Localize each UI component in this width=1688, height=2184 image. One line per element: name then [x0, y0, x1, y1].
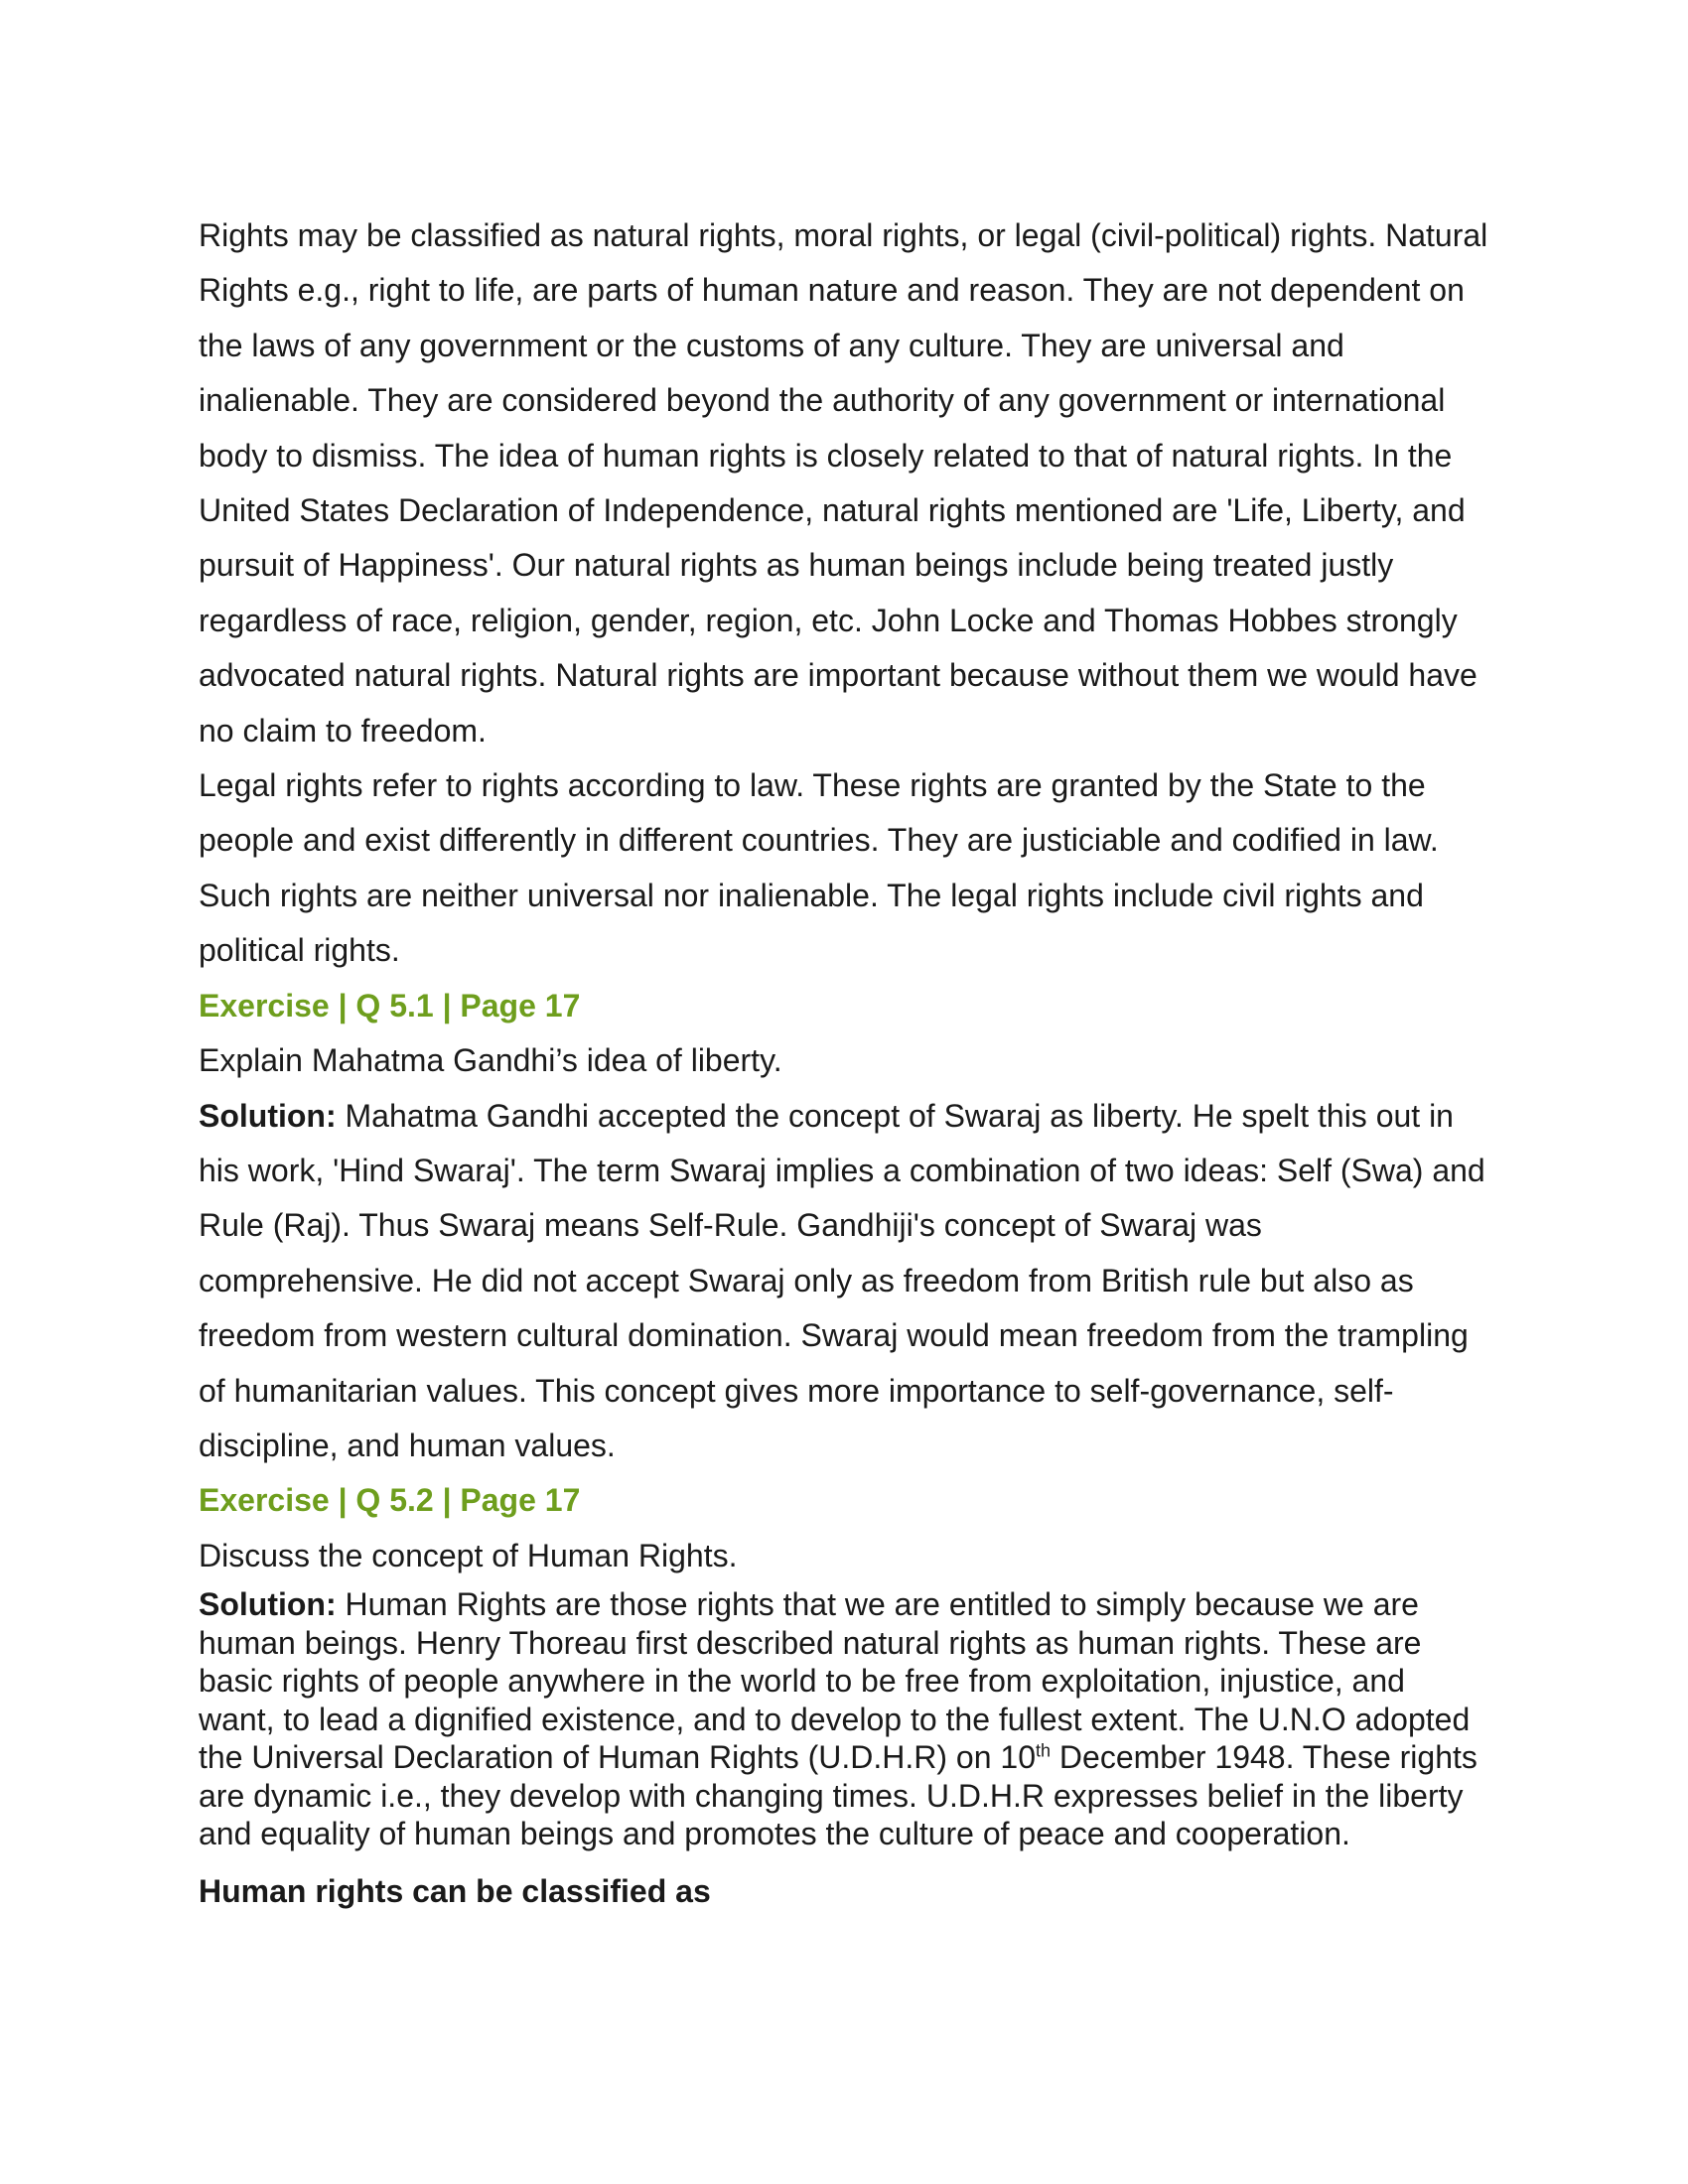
intro-paragraph-legal-rights: Legal rights refer to rights according to law. These rights are granted by the State to the people and exist differently in different countries. They are justiciable and codified in law. Such rights are neither universal nor inalienable. The legal rights include civil rights and political rights.: [199, 767, 1439, 969]
exercise-heading-q5-1: Exercise | Q 5.1 | Page 17: [199, 987, 581, 1024]
solution-text-part-2: December 1948. These rights are dynamic i.e., they develop with changing times. U.D.H.R expresses belief in the liberty and equality of human beings and promotes the culture of peace and cooperation.: [199, 1739, 1477, 1852]
solution-label: Solution:: [199, 1586, 337, 1623]
solution-q5-2: [199, 1585, 1489, 1853]
question-text-q5-2: Discuss the concept of Human Rights.: [199, 1537, 738, 1573]
question-text-q5-1: Explain Mahatma Gandhi’s idea of liberty.: [199, 1042, 782, 1079]
document-page: [199, 208, 1489, 1911]
solution-q5-1: [199, 1089, 1489, 1474]
classification-heading: Human rights can be classified as: [199, 1872, 711, 1909]
solution-label: Solution:: [199, 1097, 337, 1134]
exercise-heading-q5-2: Exercise | Q 5.2 | Page 17: [199, 1482, 581, 1519]
intro-paragraph-natural-rights: Rights may be classified as natural rights, moral rights, or legal (civil-political) rights. Natural Rights e.g., right to life, are parts of human nature and reason. They are not dependent on the laws of any government or the customs of any culture. They are universal and inalienable. They are considered beyond the authority of any government or international body to dismiss. The idea of human rights is closely related to that of natural rights. In the United States Declaration of Independence, natural rights mentioned are 'Life, Liberty, and pursuit of Happiness'. Our natural rights as human beings include being treated justly regardless of race, religion, gender, region, etc. John Locke and Thomas Hobbes strongly advocated natural rights. Natural rights are important because without them we would have no claim to freedom.: [199, 217, 1488, 749]
solution-text: Mahatma Gandhi accepted the concept of Swaraj as liberty. He spelt this out in his work, 'Hind Swaraj'. The term Swaraj implies a combination of two ideas: Self (Swa) and Rule (Raj). Thus Swaraj means Self-Rule. Gandhiji's concept of Swaraj was comprehensive. He did not accept Swaraj only as freedom from British rule but also as freedom from western cultural domination. Swaraj would mean freedom from the trampling of humanitarian values. This concept gives more importance to self-governance, self-discipline, and human values.: [199, 1097, 1485, 1463]
ordinal-suffix: th: [1036, 1740, 1052, 1761]
solution-text-part-1: Human Rights are those rights that we are entitled to simply because we are human beings. Henry Thoreau first described natural rights as human rights. These are basic rights of people anywhere in the world to be free from exploitation, injustice, and want, to lead a dignified existence, and to develop to the fullest extent. The U.N.O adopted the Universal Declaration of Human Rights (U.D.H.R) on 10: [199, 1586, 1471, 1776]
